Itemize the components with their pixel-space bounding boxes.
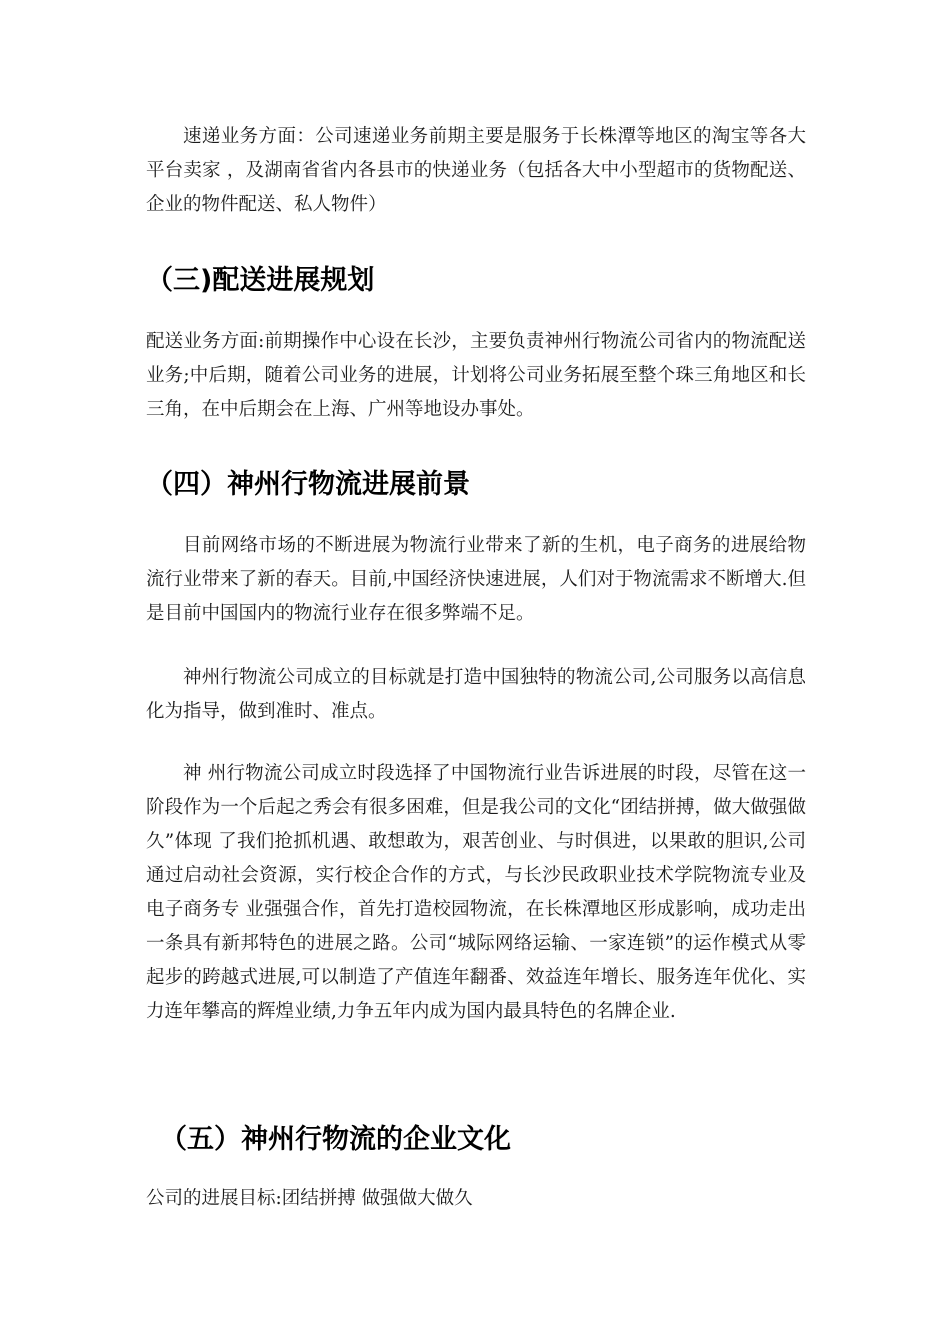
section-heading-prospects: （四）神州行物流进展前景 — [146, 469, 470, 500]
prospects-paragraph-1: 目前网络市场的不断进展为物流行业带来了新的生机，电子商务的进展给物流行业带来了新的春天。目前,中国经济快速进展，人们对于物流需求不断增大.但是目前中国国内的物流行业存在很多弊端不足。 — [146, 535, 806, 624]
section-heading-delivery-plan: （三)配送进展规划 — [146, 265, 375, 296]
prospects-paragraph-3: 神 州行物流公司成立时段选择了中国物流行业告诉进展的时段，尽管在这一阶段作为一个后起之秀会有很多困难，但是我公司的文化“团结拼搏，做大做强做久”体现 了我们抢抓机遇、敢想敢为，艰苦创业、与时俱进，以果敢的胆识,公司通过启动社会资源，实行校企合作的方式，与长沙民政职业技术学院物流专业及电子商务专 业强强合作，首先打造校园物流，在长株潭地区形成影响，成功走出一条具有新邦特色的进展之路。公司“城际网络运输、一家连锁”的运作模式从零起步的跨越式进展,可以制造了产值连年翻番、效益连年增长、服务连年优化、实力连年攀高的辉煌业绩,力争五年内成为国内最具特色的名牌企业. — [146, 763, 806, 1022]
section-heading-corporate-culture: （五）神州行物流的企业文化 — [160, 1124, 511, 1155]
prospects-paragraph-2: 神州行物流公司成立的目标就是打造中国独特的物流公司,公司服务以高信息化为指导，做到准时、准点。 — [146, 667, 806, 722]
express-business-paragraph: 速递业务方面：公司速递业务前期主要是服务于长株潭等地区的淘宝等各大平台卖家 ，及湖南省省内各县市的快递业务（包括各大中小型超市的货物配送、企业的物件配送、私人物件） — [146, 126, 806, 215]
delivery-plan-paragraph: 配送业务方面:前期操作中心设在长沙，主要负责神州行物流公司省内的物流配送业务;中后期，随着公司业务的进展，计划将公司业务拓展至整个珠三角地区和长三角，在中后期会在上海、广州等地设办事处。 — [146, 331, 806, 420]
corporate-culture-paragraph: 公司的进展目标:团结拼搏 做强做大做久 — [146, 1188, 473, 1209]
